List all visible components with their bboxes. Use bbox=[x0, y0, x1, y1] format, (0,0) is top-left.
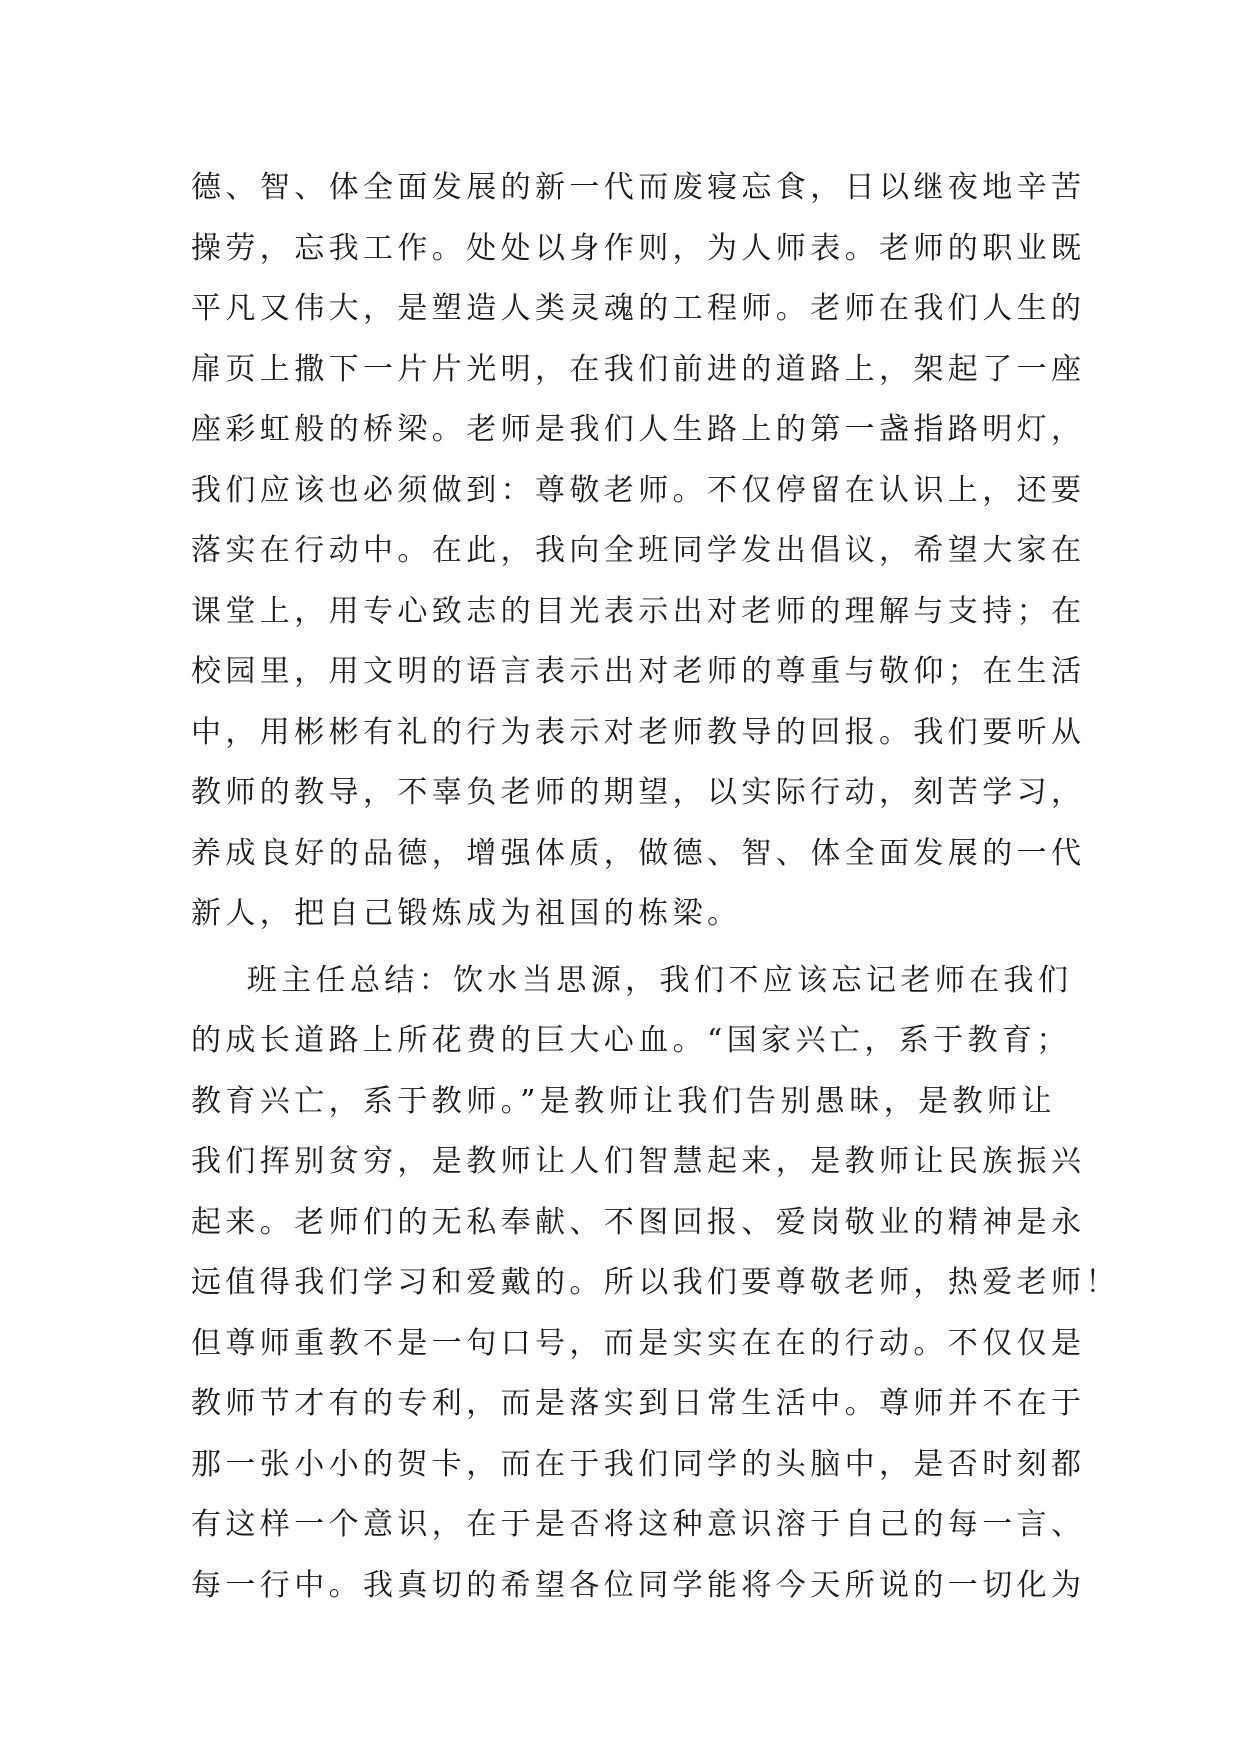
text-line: 有这样一个意识，在于是否将这种意识溶于自己的每一言、 bbox=[191, 1507, 1086, 1542]
text-line: 教育兴亡，系于教师。”是教师让我们告别愚昧，是教师让 bbox=[191, 1083, 1056, 1119]
text-line: 养成良好的品德，增强体质，做德、智、体全面发展的一代 bbox=[191, 835, 1086, 871]
text-line: 操劳，忘我工作。处处以身作则，为人师表。老师的职业既 bbox=[191, 230, 1086, 266]
text-line: 每一行中。我真切的希望各位同学能将今天所说的一切化为 bbox=[191, 1567, 1086, 1603]
text-line: 平凡又伟大，是塑造人类灵魂的工程师。老师在我们人生的 bbox=[191, 291, 1086, 326]
text-line: 落实在行动中。在此，我向全班同学发出倡议，希望大家在 bbox=[191, 533, 1086, 568]
document-body bbox=[191, 158, 1120, 1616]
text-line: 校园里，用文明的语言表示出对老师的尊重与敬仰；在生活 bbox=[191, 654, 1086, 689]
text-line: 德、智、体全面发展的新一代而废寝忘食，日以继夜地辛苦 bbox=[191, 170, 1086, 205]
paragraph-first-line: 班主任总结：饮水当思源，我们不应该忘记老师在我们 bbox=[191, 962, 1073, 998]
text-line: 的成长道路上所花费的巨大心血。“国家兴亡，系于教育； bbox=[191, 1023, 1071, 1058]
text-line: 我们应该也必须做到：尊敬老师。不仅停留在认识上，还要 bbox=[191, 472, 1086, 508]
text-line: 我们挥别贫穷，是教师让人们智慧起来，是教师让民族振兴 bbox=[191, 1144, 1086, 1179]
text-line: 但尊师重教不是一句口号，而是实实在在的行动。不仅仅是 bbox=[191, 1325, 1086, 1361]
text-line: 教师节才有的专利，而是落实到日常生活中。尊师并不在于 bbox=[191, 1386, 1086, 1421]
text-line: 座彩虹般的桥梁。老师是我们人生路上的第一盏指路明灯， bbox=[191, 412, 1086, 447]
text-line: 中，用彬彬有礼的行为表示对老师教导的回报。我们要听从 bbox=[191, 714, 1086, 750]
text-line: 那一张小小的贺卡，而在于我们同学的头脑中，是否时刻都 bbox=[191, 1446, 1086, 1482]
text-line: 远值得我们学习和爱戴的。所以我们要尊敬老师，热爱老师！ bbox=[191, 1265, 1120, 1300]
text-line: 课堂上，用专心致志的目光表示出对老师的理解与支持；在 bbox=[191, 593, 1086, 629]
text-line: 扉页上撒下一片片光明，在我们前进的道路上，架起了一座 bbox=[191, 351, 1086, 387]
text-line: 起来。老师们的无私奉献、不图回报、爱岗敬业的精神是永 bbox=[191, 1204, 1086, 1240]
text-line: 教师的教导，不辜负老师的期望，以实际行动，刻苦学习， bbox=[191, 775, 1086, 810]
text-line: 新人，把自己锻炼成为祖国的栋梁。 bbox=[191, 896, 742, 931]
